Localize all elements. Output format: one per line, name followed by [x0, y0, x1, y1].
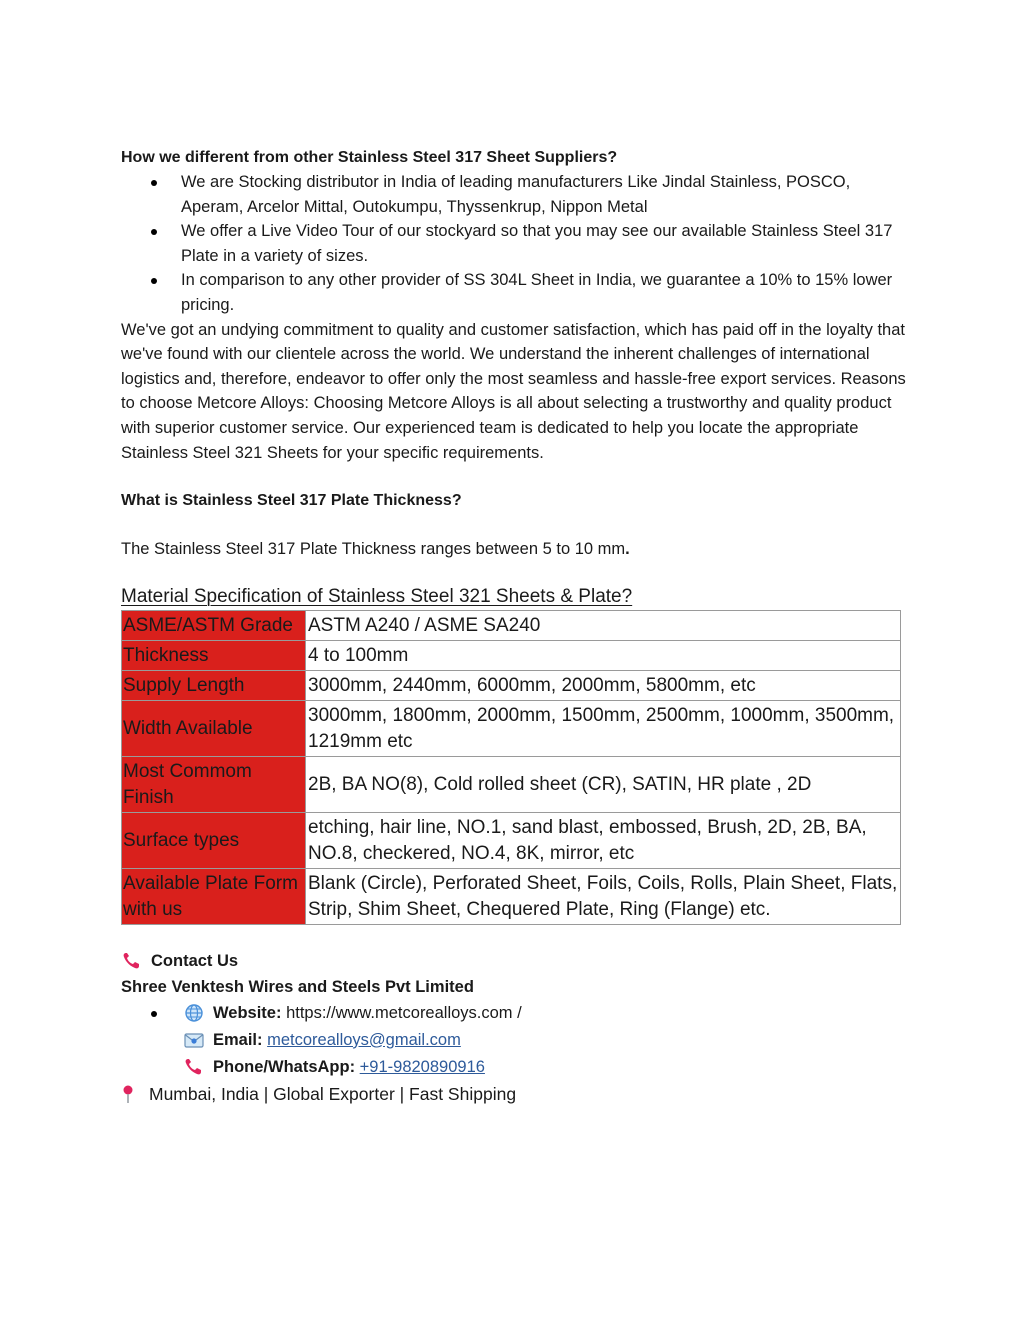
thickness-paragraph: The Stainless Steel 317 Plate Thickness ranges between 5 to 10 mm. [121, 540, 630, 559]
map-pin-icon [117, 1084, 135, 1104]
bullet-icon [151, 278, 157, 284]
website-item: Website: https://www.metcorealloys.com / [121, 1000, 906, 1027]
email-item: Email: metcorealloys@gmail.com [121, 1027, 906, 1054]
contact-list [121, 1000, 906, 1081]
bullet-icon [151, 180, 157, 186]
spec-value: 2B, BA NO(8), Cold rolled sheet (CR), SATIN, HR plate , 2D [306, 756, 901, 812]
spec-key: Most Commom Finish [122, 756, 306, 812]
spec-table-title: Material Specification of Stainless Steel 321 Sheets & Plate? [121, 585, 633, 607]
list-item: We offer a Live Video Tour of our stockyard so that you may see our available Stainless Steel 317 Plate in a variety of sizes. [121, 219, 906, 268]
spec-value: Blank (Circle), Perforated Sheet, Foils, Coils, Rolls, Plain Sheet, Flats, Strip, Shim Sheet, Chequered Plate, Ring (Flange) etc. [306, 868, 901, 924]
bullet-icon [151, 1011, 157, 1017]
thickness-heading: What is Stainless Steel 317 Plate Thickness? [121, 492, 462, 510]
email-link[interactable]: metcorealloys@gmail.com [267, 1030, 461, 1049]
table-row [122, 610, 901, 640]
table-row [122, 812, 901, 868]
phone-icon [183, 1057, 205, 1077]
location-line: Mumbai, India | Global Exporter | Fast Shipping [117, 1081, 906, 1108]
list-item: In comparison to any other provider of SS 304L Sheet in India, we guarantee a 10% to 15% lower pricing. [121, 268, 906, 317]
email-icon [183, 1030, 205, 1050]
document-page [121, 146, 906, 1108]
table-row [122, 700, 901, 756]
table-row [122, 640, 901, 670]
spec-key: ASME/ASTM Grade [122, 610, 306, 640]
suppliers-heading: How we different from other Stainless Steel 317 Sheet Suppliers? [121, 149, 618, 166]
suppliers-bullet-list [121, 170, 906, 318]
spec-key: Surface types [122, 812, 306, 868]
spec-value: 4 to 100mm [306, 640, 901, 670]
table-row [122, 868, 901, 924]
bullet-icon [151, 229, 157, 235]
table-row [122, 756, 901, 812]
table-row [122, 670, 901, 700]
phone-item: Phone/WhatsApp: +91-9820890916 [121, 1054, 906, 1081]
spec-key: Supply Length [122, 670, 306, 700]
spec-value: ASTM A240 / ASME SA240 [306, 610, 901, 640]
spec-key: Available Plate Form with us [122, 868, 306, 924]
spec-value: etching, hair line, NO.1, sand blast, embossed, Brush, 2D, 2B, BA, NO.8, checkered, NO.4, 8K, mirror, etc [306, 812, 901, 868]
spec-key: Thickness [122, 640, 306, 670]
spec-value: 3000mm, 2440mm, 6000mm, 2000mm, 5800mm, etc [306, 670, 901, 700]
spec-value: 3000mm, 1800mm, 2000mm, 1500mm, 2500mm, 1000mm, 3500mm, 1219mm etc [306, 700, 901, 756]
contact-title: Contact Us [121, 949, 906, 974]
website-link[interactable]: https://www.metcorealloys.com / [286, 1003, 522, 1022]
spec-table [121, 610, 901, 925]
list-item: We are Stocking distributor in India of leading manufacturers Like Jindal Stainless, POSCO, Aperam, Arcelor Mittal, Outokumpu, Thyssenkrup, Nippon Metal [121, 170, 906, 219]
company-name: Shree Venktesh Wires and Steels Pvt Limited [121, 977, 474, 996]
phone-link[interactable]: +91-9820890916 [359, 1057, 485, 1076]
globe-icon [183, 1003, 205, 1023]
phone-icon [121, 951, 143, 971]
commitment-paragraph: We've got an undying commitment to quality and customer satisfaction, which has paid off in the loyalty that we've found with our clientele across the world. We understand the inherent challenges of international logistics and, therefore, endeavor to offer only the most seamless and hassle-free export services. Reasons to choose Metcore Alloys: Choosing Metcore Alloys is all about selecting a trustworthy and quality product with superior customer service. Our experienced team is dedicated to help you locate the appropriate Stainless Steel 321 Sheets for your specific requirements. [121, 320, 906, 462]
spec-key: Width Available [122, 700, 306, 756]
